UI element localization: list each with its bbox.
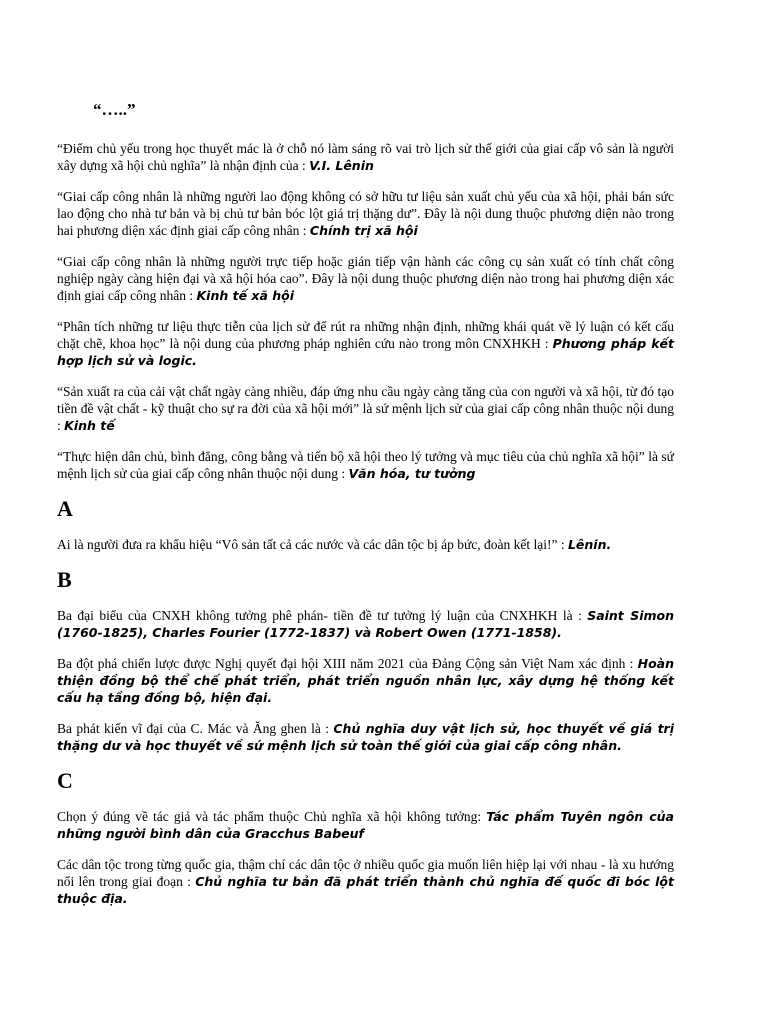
section-heading-c: C [57, 768, 73, 793]
answer-text: V.I. Lênin [309, 158, 374, 173]
intro-title: “…..” [93, 100, 136, 119]
answer-text: Chính trị xã hội [309, 223, 418, 238]
intro-item-5 [57, 383, 674, 434]
section-c-item-2 [57, 856, 674, 907]
intro-item-2 [57, 188, 674, 239]
answer-text: Tác phẩm Tuyên ngôn của những người bình dân của Gracchus Babeuf [57, 809, 674, 841]
section-c-item-1 [57, 808, 674, 842]
question-text: “Phân tích những tư liệu thực tiễn của lịch sử để rút ra những nhận định, những khái quát về lý luận có kết cấu chặt chẽ, khoa học” là nội dung của phương pháp nghiên cứu nào trong môn CNXHKH : [57, 319, 674, 351]
question-text: Ba đột phá chiến lược được Nghị quyết đại hội XIII năm 2021 của Đảng Cộng sản Việt Nam xác định : [57, 656, 638, 671]
answer-text: Hoàn thiện đồng bộ thể chế phát triển, phát triển nguồn nhân lực, xây dựng hệ thống kết cấu hạ tầng đồng bộ, hiện đại. [57, 656, 674, 705]
answer-text: Chủ nghĩa tư bản đã phát triển thành chủ nghĩa đế quốc đi bóc lột thuộc địa. [57, 874, 674, 906]
question-text: “Giai cấp công nhân là những người lao động không có sở hữu tư liệu sản xuất chủ yếu của xã hội, phải bán sức lao động cho nhà tư bản và bị chủ tư bản bóc lột giá trị thặng dư”. Đây là nội dung thuộc phương diện nào trong hai phương diện xác định giai cấp công nhân : [57, 189, 674, 238]
answer-text: Phương pháp kết hợp lịch sử và logic. [57, 336, 675, 368]
answer-text: Kinh tế [64, 418, 115, 433]
answer-text: Saint Simon (1760-1825), Charles Fourier (1772-1837) và Robert Owen (1771-1858). [57, 608, 674, 640]
intro-item-1 [57, 140, 674, 174]
question-text: “Giai cấp công nhân là những người trực tiếp hoặc gián tiếp vận hành các công cụ sản xuất có tính chất công nghiệp ngày càng hiện đại và xã hội hóa cao”. Đây là nội dung thuộc phương diện nào trong hai phương diện xác định giai cấp công nhân : [57, 254, 674, 303]
question-text: “Điểm chủ yếu trong học thuyết mác là ở chỗ nó làm sáng rõ vai trò lịch sử thế giới của giai cấp vô sản là người xây dựng xã hội chủ nghĩa” là nhận định của : [57, 141, 674, 173]
section-heading-a: A [57, 496, 73, 521]
question-text: Ba đại biểu của CNXH không tưởng phê phán- tiền đề tư tưởng lý luận của CNXHKH là : [57, 608, 588, 623]
intro-item-6 [57, 448, 674, 482]
answer-text: Lênin. [567, 537, 612, 552]
intro-item-4 [57, 318, 674, 369]
question-text: Ba phát kiến vĩ đại của C. Mác và Ăng ghen là : [57, 721, 334, 736]
answer-text: Kinh tế xã hội [196, 288, 295, 303]
intro-item-3 [57, 253, 674, 304]
section-heading-b: B [57, 567, 72, 592]
question-text: “Thực hiện dân chủ, bình đẳng, công bằng và tiến bộ xã hội theo lý tưởng và mục tiêu của chủ nghĩa xã hội” là sứ mệnh lịch sử của giai cấp công nhân thuộc nội dung : [57, 449, 674, 481]
answer-text: Chủ nghĩa duy vật lịch sử, học thuyết về giá trị thặng dư và học thuyết về sứ mệnh lịch sử toàn thế giới của giai cấp công nhân. [57, 721, 674, 753]
question-text: Chọn ý đúng về tác giả và tác phẩm thuộc Chủ nghĩa xã hội không tưởng: [57, 809, 487, 824]
section-b-item-2 [57, 655, 674, 706]
question-text: Các dân tộc trong từng quốc gia, thậm chí các dân tộc ở nhiều quốc gia muốn liên hiệp lại với nhau - là xu hướng nổi lên trong giai đoạn : [57, 857, 674, 889]
answer-text: Văn hóa, tư tưởng [348, 466, 476, 481]
section-a-item-1 [57, 536, 674, 553]
question-text: Ai là người đưa ra khẩu hiệu “Vô sản tất cả các nước và các dân tộc bị áp bức, đoàn kết lại!” : [57, 537, 568, 552]
document-page [57, 100, 674, 921]
section-b-item-3 [57, 720, 674, 754]
section-b-item-1 [57, 607, 674, 641]
question-text: “Sản xuất ra của cải vật chất ngày càng nhiều, đáp ứng nhu cầu ngày càng tăng của con người và xã hội, từ đó tạo tiền đề vật chất - kỹ thuật cho sự ra đời của xã hội mới” là sứ mệnh lịch sử của giai cấp công nhân thuộc nội dung : [57, 384, 674, 433]
